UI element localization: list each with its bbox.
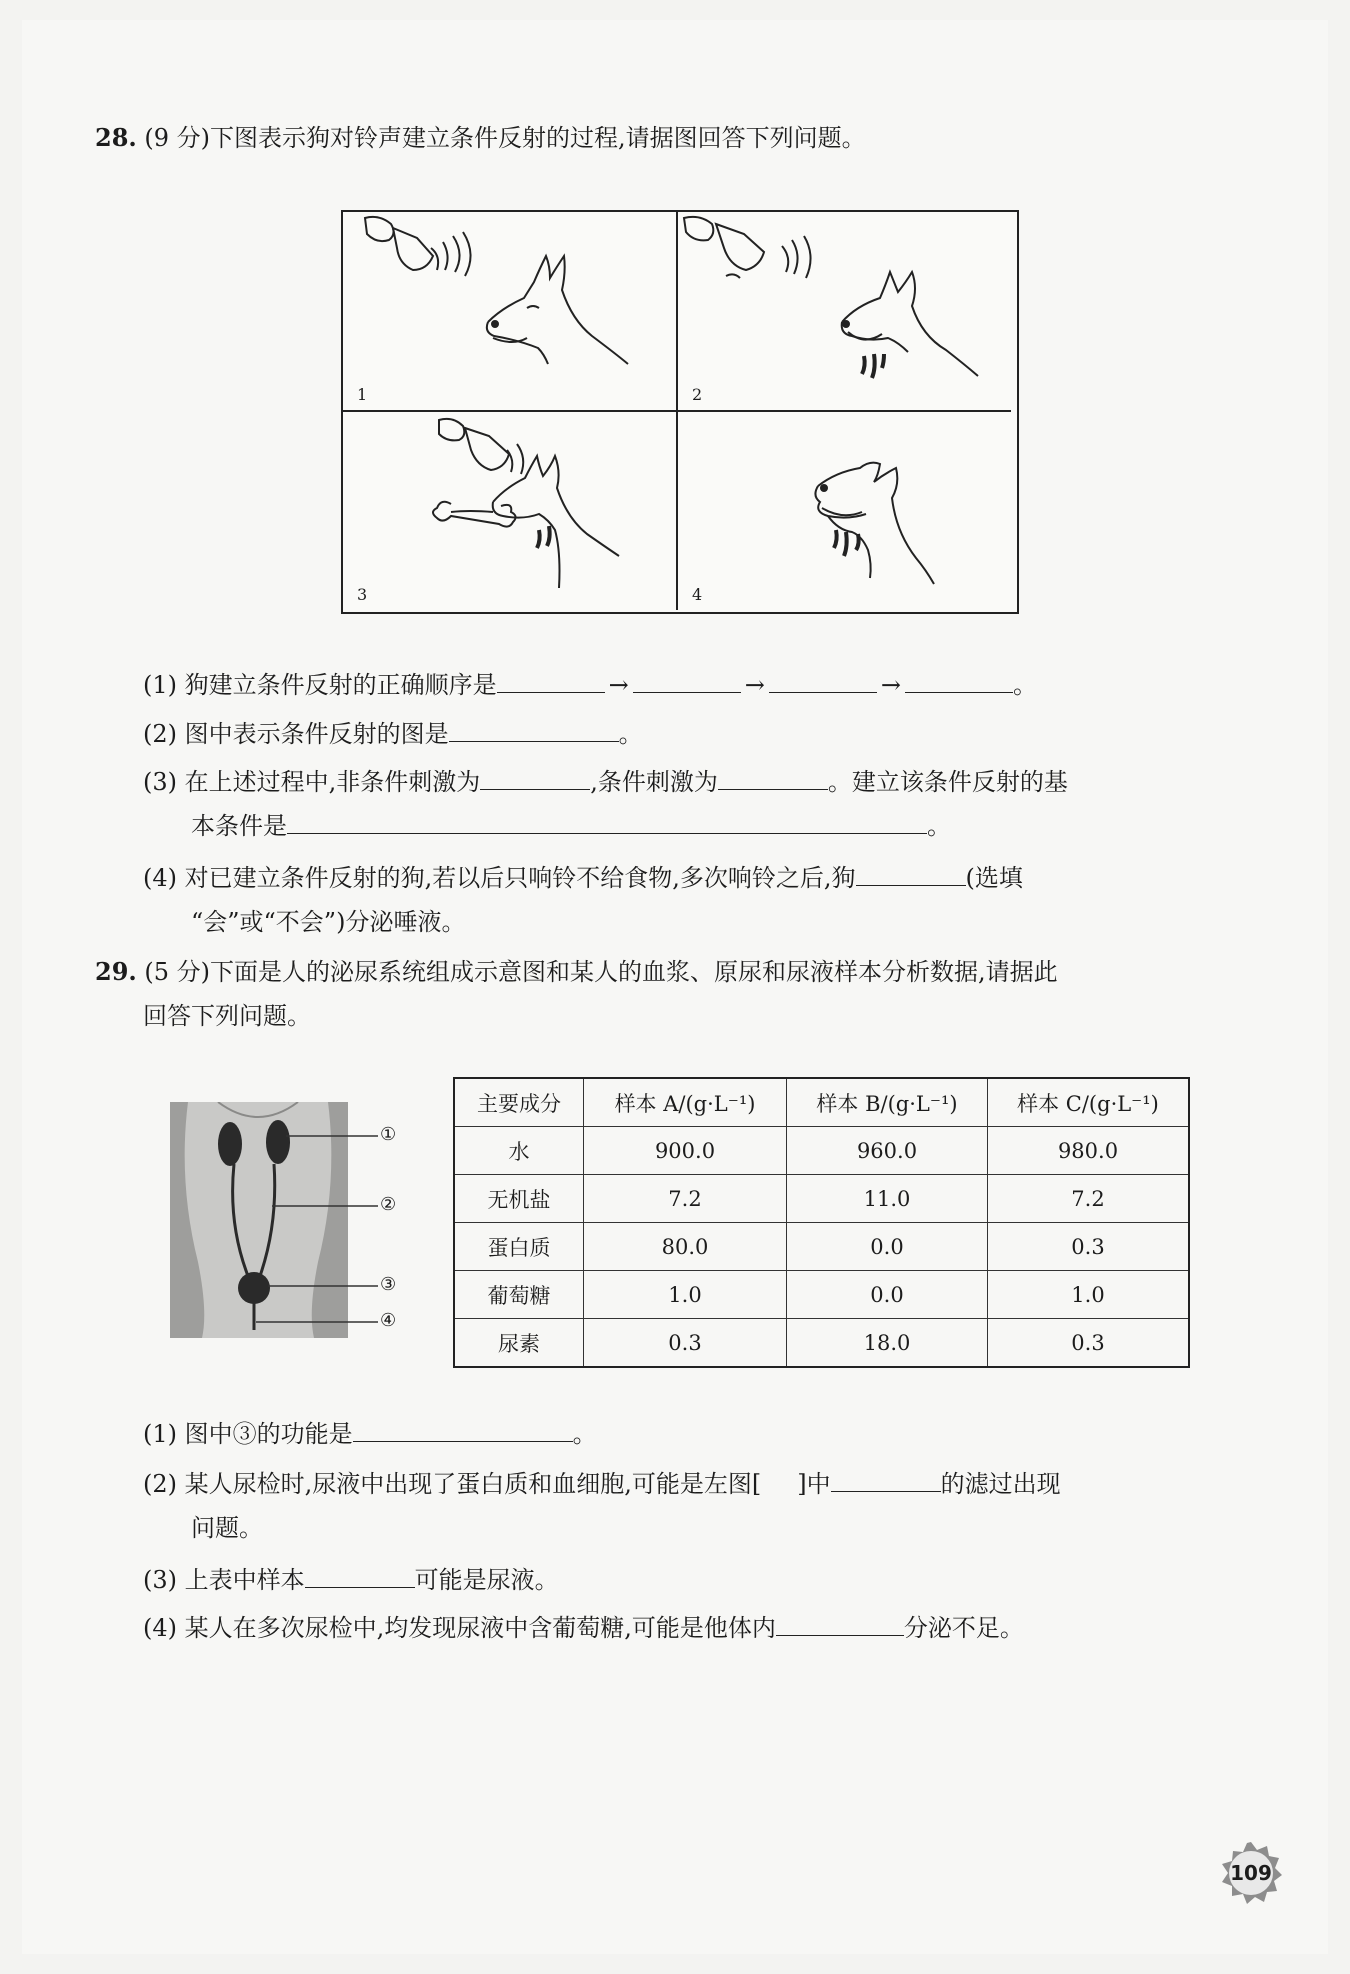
answer-blank[interactable] — [769, 666, 877, 693]
answer-blank[interactable] — [718, 763, 828, 790]
q28-sub4-cont — [143, 900, 1223, 944]
table-cell: 18.0 — [787, 1319, 988, 1368]
table-cell: 0.3 — [988, 1319, 1190, 1368]
table-cell: 葡萄糖 — [454, 1271, 584, 1319]
table-row — [454, 1319, 1189, 1368]
dog-bell-drawing-3 — [343, 412, 676, 610]
q28-sub3-text: (3) 在上述过程中,非条件刺激为 — [143, 768, 481, 796]
q29-number: 29. — [95, 957, 137, 986]
urinary-system-drawing — [168, 1102, 408, 1342]
table-header-cell: 样本 C/(g·L⁻¹) — [988, 1078, 1190, 1127]
q29-sub2-cont: 问题。 — [191, 1514, 263, 1542]
table-cell: 7.2 — [584, 1175, 787, 1223]
q29-intro: (5 分)下面是人的泌尿系统组成示意图和某人的血浆、原尿和尿液样本分析数据,请据此 — [144, 958, 1058, 986]
q29-sub1 — [143, 1412, 1223, 1456]
q29-sub2 — [143, 1462, 1223, 1550]
q28-sub4-text-b: (选填 — [965, 864, 1023, 892]
table-cell: 0.0 — [787, 1271, 988, 1319]
table-row — [454, 1127, 1189, 1175]
table-cell: 980.0 — [988, 1127, 1190, 1175]
page-number-badge — [1218, 1840, 1284, 1906]
q28-sub3-text-d: 本条件是 — [191, 812, 287, 840]
q29-sub4 — [143, 1606, 1223, 1650]
panel-label-4: 4 — [692, 585, 703, 604]
page-number: 109 — [1230, 1861, 1272, 1885]
q28-sub2 — [143, 712, 1223, 756]
q28-sub4 — [143, 856, 1223, 944]
q29-sub4-text-b: 分泌不足。 — [903, 1614, 1024, 1642]
table-cell: 尿素 — [454, 1319, 584, 1368]
table-row — [454, 1223, 1189, 1271]
marker-2: ② — [380, 1194, 397, 1215]
q28-sub3-cont — [143, 804, 1223, 848]
marker-1: ① — [380, 1124, 397, 1145]
table-cell: 80.0 — [584, 1223, 787, 1271]
q28-sub3-text-b: ,条件刺激为 — [590, 768, 718, 796]
dog-bell-drawing-1 — [343, 212, 676, 410]
q28-intro: (9 分)下图表示狗对铃声建立条件反射的过程,请据图回答下列问题。 — [144, 124, 866, 152]
answer-blank[interactable] — [353, 1415, 573, 1442]
table-cell: 960.0 — [787, 1127, 988, 1175]
marker-3: ③ — [380, 1274, 397, 1295]
dog-bell-drawing-4 — [678, 412, 1011, 610]
q28-sub2-text: (2) 图中表示条件反射的图是 — [143, 720, 449, 748]
table-header-cell: 样本 A/(g·L⁻¹) — [584, 1078, 787, 1127]
panel-label-1: 1 — [357, 385, 368, 404]
table-cell: 1.0 — [584, 1271, 787, 1319]
answer-blank[interactable] — [287, 807, 927, 834]
q28-sub1 — [143, 663, 1223, 707]
table-cell: 7.2 — [988, 1175, 1190, 1223]
period: 。 — [1012, 671, 1037, 699]
urinary-system-figure — [168, 1102, 408, 1342]
period: 。 — [927, 812, 951, 840]
q29-sub2-text-b: ]中 — [797, 1470, 831, 1498]
answer-blank[interactable] — [831, 1465, 941, 1492]
figure-panel-3 — [343, 412, 678, 610]
figure-panel-2 — [678, 212, 1011, 412]
table-cell: 蛋白质 — [454, 1223, 584, 1271]
table-cell: 1.0 — [988, 1271, 1190, 1319]
table-cell: 900.0 — [584, 1127, 787, 1175]
figure-panel-1 — [343, 212, 678, 412]
q29-sub3 — [143, 1558, 1223, 1602]
panel-label-3: 3 — [357, 585, 368, 604]
q28-sub1-text: (1) 狗建立条件反射的正确顺序是 — [143, 671, 497, 699]
answer-blank[interactable] — [776, 1609, 904, 1636]
q29-sub4-text: (4) 某人在多次尿检中,均发现尿液中含葡萄糖,可能是他体内 — [143, 1614, 776, 1642]
q28-number: 28. — [95, 123, 137, 152]
answer-blank[interactable] — [480, 763, 590, 790]
answer-blank[interactable] — [633, 666, 741, 693]
table-row — [454, 1175, 1189, 1223]
answer-blank[interactable] — [497, 666, 605, 693]
q28-heading — [95, 116, 1225, 160]
q29-intro-cont: 回答下列问题。 — [143, 1002, 311, 1030]
arrow: → — [880, 671, 901, 699]
table-cell: 水 — [454, 1127, 584, 1175]
figure-panel-4 — [678, 412, 1011, 610]
period: 。 — [572, 1420, 597, 1448]
answer-blank[interactable] — [305, 1561, 415, 1588]
answer-blank[interactable] — [449, 715, 619, 742]
answer-blank[interactable] — [856, 859, 966, 886]
answer-blank[interactable] — [905, 666, 1013, 693]
table-cell: 0.3 — [988, 1223, 1190, 1271]
period: 。 — [618, 720, 643, 748]
q29-sub1-text: (1) 图中③的功能是 — [143, 1420, 353, 1448]
table-cell: 无机盐 — [454, 1175, 584, 1223]
table-cell: 11.0 — [787, 1175, 988, 1223]
table-header-cell: 样本 B/(g·L⁻¹) — [787, 1078, 988, 1127]
q29-sub3-text: (3) 上表中样本 — [143, 1566, 305, 1594]
arrow: → — [608, 671, 629, 699]
table-cell: 0.3 — [584, 1319, 787, 1368]
arrow: → — [744, 671, 765, 699]
table-header-row — [454, 1078, 1189, 1127]
dog-bell-drawing-2 — [678, 212, 1011, 410]
q29-sub2-text-c: 的滤过出现 — [940, 1470, 1061, 1498]
q28-sub4-text-c: “会”或“不会”)分泌唾液。 — [191, 908, 466, 936]
q28-sub3-text-c: 。建立该条件反射的基 — [827, 768, 1068, 796]
q28-sub4-text: (4) 对已建立条件反射的狗,若以后只响铃不给食物,多次响铃之后,狗 — [143, 864, 856, 892]
table-cell: 0.0 — [787, 1223, 988, 1271]
marker-4: ④ — [380, 1310, 397, 1331]
q29-sub3-text-b: 可能是尿液。 — [414, 1566, 559, 1594]
table-header-cell: 主要成分 — [454, 1078, 584, 1127]
q29-sub2-text: (2) 某人尿检时,尿液中出现了蛋白质和血细胞,可能是左图[ — [143, 1470, 762, 1498]
q29-heading — [95, 950, 1225, 1038]
panel-label-2: 2 — [692, 385, 703, 404]
q28-sub3 — [143, 760, 1223, 848]
sample-analysis-table — [453, 1077, 1190, 1368]
dog-reflex-figure — [341, 210, 1019, 614]
table-row — [454, 1271, 1189, 1319]
